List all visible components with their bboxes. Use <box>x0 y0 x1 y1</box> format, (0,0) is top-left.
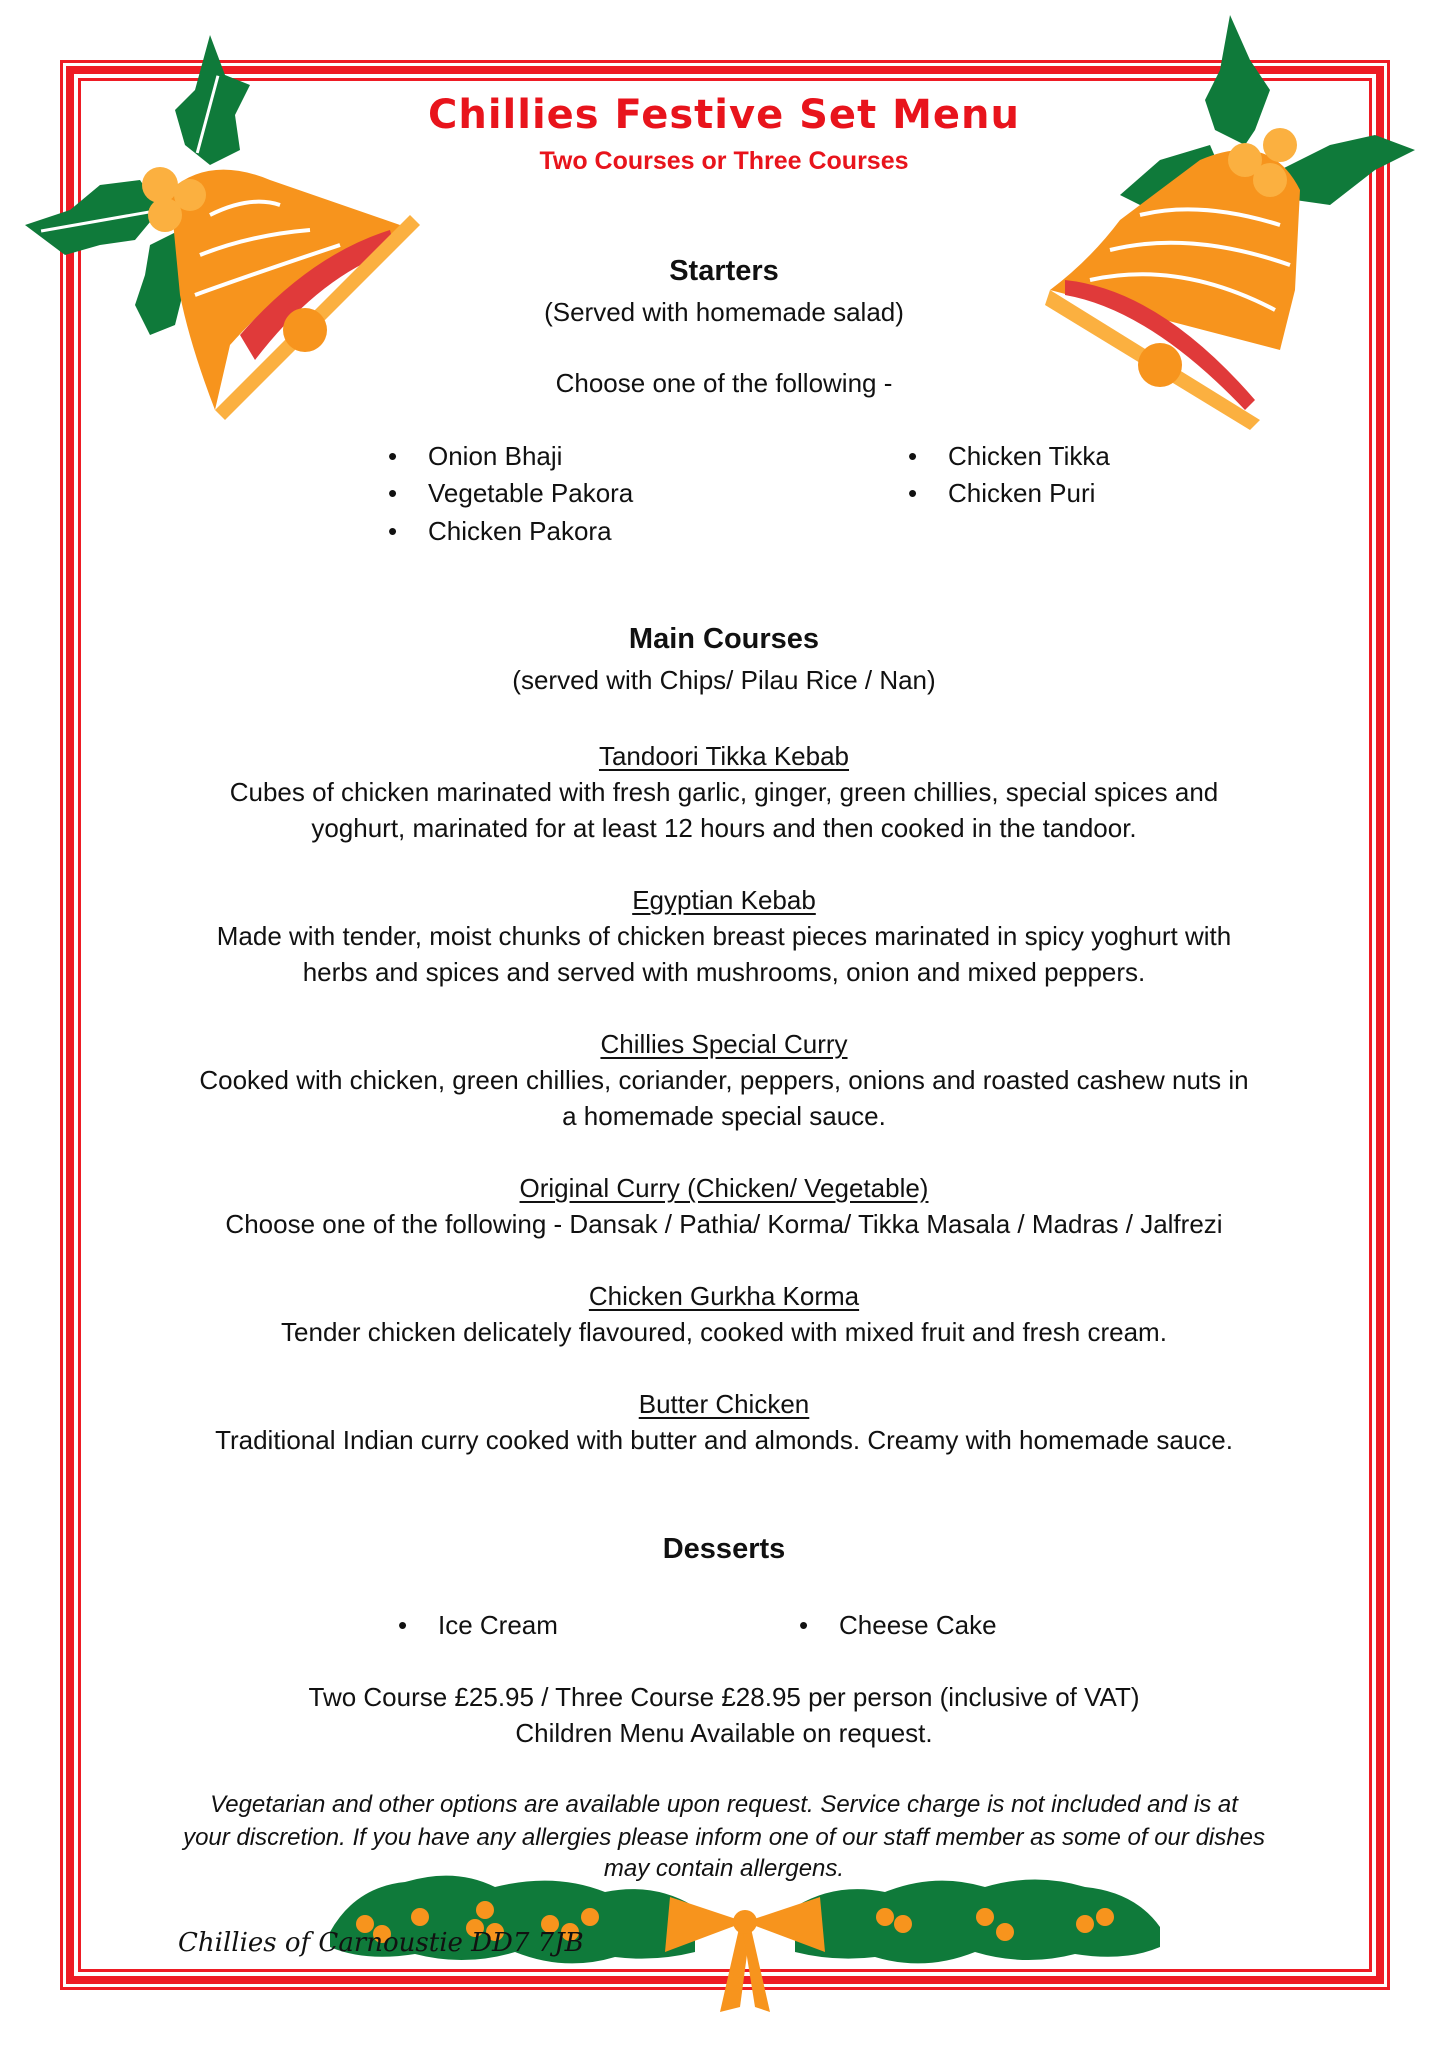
dish-description: Choose one of the following - Dansak / Pathia/ Korma/ Tikka Masala / Madras / Jalfrezi <box>225 1209 1223 1239</box>
dish-description: Traditional Indian curry cooked with butter and almonds. Creamy with homemade sauce. <box>215 1425 1233 1455</box>
dish-description: herbs and spices and served with mushrooms, onion and mixed peppers. <box>302 957 1146 987</box>
dish-description: Tender chicken delicately flavoured, cooked with mixed fruit and fresh cream. <box>281 1317 1167 1347</box>
menu-subtitle: Two Courses or Three Courses <box>539 147 909 175</box>
dish-name: Chicken Gurkha Korma <box>588 1281 860 1311</box>
dessert-item: • Ice Cream <box>398 1610 558 1640</box>
bullet-icon: • <box>398 1610 408 1640</box>
dish-description: Cubes of chicken marinated with fresh garlic, ginger, green chillies, special spices and <box>229 777 1219 807</box>
menu-title: Chillies Festive Set Menu <box>427 92 1020 138</box>
starters-heading: Starters <box>669 255 779 287</box>
starters-note: (Served with homemade salad) <box>544 297 904 327</box>
starter-item: • Chicken Tikka <box>908 441 1110 471</box>
dish-name: Original Curry (Chicken/ Vegetable) <box>519 1173 929 1203</box>
mains-note: (served with Chips/ Pilau Rice / Nan) <box>512 665 936 695</box>
dish-name: Chillies Special Curry <box>600 1029 848 1059</box>
bullet-icon: • <box>908 441 918 471</box>
starter-item: • Chicken Pakora <box>388 516 612 546</box>
dish-name: Egyptian Kebab <box>632 885 816 915</box>
dessert-item: • Cheese Cake <box>799 1610 997 1640</box>
mains-heading: Main Courses <box>628 623 820 655</box>
bullet-icon: • <box>388 441 398 471</box>
dish-description: Made with tender, moist chunks of chicken breast pieces marinated in spicy yoghurt with <box>216 921 1232 951</box>
bullet-icon: • <box>799 1610 809 1640</box>
disclaimer-line: your discretion. If you have any allergies please inform one of our staff member as some of our dishes <box>183 1824 1265 1851</box>
dish-name: Tandoori Tikka Kebab <box>598 741 850 771</box>
bullet-icon: • <box>908 478 918 508</box>
pricing-line: Two Course £25.95 / Three Course £28.95 per person (inclusive of VAT) <box>308 1682 1140 1712</box>
left-christmas-bell-icon <box>10 15 430 425</box>
disclaimer-line: Vegetarian and other options are available upon request. Service charge is not included and is at <box>210 1791 1238 1818</box>
children-menu-note: Children Menu Available on request. <box>515 1718 933 1748</box>
restaurant-address-footer: Chillies of Carnoustie DD7 7JB <box>178 1928 584 1958</box>
starter-item: • Vegetable Pakora <box>388 478 634 508</box>
starter-item: • Onion Bhaji <box>388 441 563 471</box>
desserts-heading: Desserts <box>662 1533 786 1565</box>
bow-icon <box>665 1897 825 2012</box>
bullet-icon: • <box>388 516 398 546</box>
dish-description: Cooked with chicken, green chillies, coriander, peppers, onions and roasted cashew nuts in <box>199 1065 1249 1095</box>
dish-name: Butter Chicken <box>638 1389 810 1419</box>
starters-instruction: Choose one of the following - <box>555 368 893 398</box>
bullet-icon: • <box>388 478 398 508</box>
disclaimer-line: may contain allergens. <box>603 1855 845 1882</box>
right-christmas-bell-icon <box>1030 10 1448 430</box>
dish-description: yoghurt, marinated for at least 12 hours and then cooked in the tandoor. <box>311 813 1137 843</box>
starter-item: • Chicken Puri <box>908 478 1096 508</box>
dish-description: a homemade special sauce. <box>562 1101 886 1131</box>
